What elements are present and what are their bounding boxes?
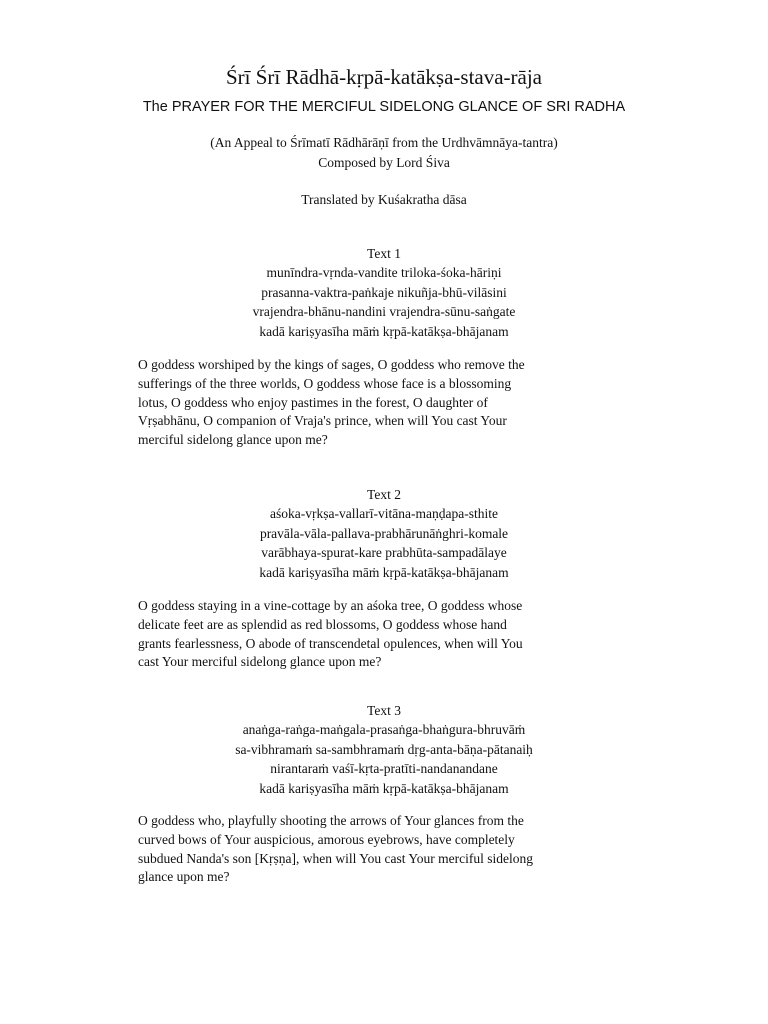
- verse-line: pravāla-vāla-pallava-prabhārunāṅghri-komale: [259, 525, 509, 541]
- composer-line: Composed by Lord Śiva: [318, 155, 450, 170]
- verse-line: anaṅga-raṅga-maṅgala-prasaṅga-bhaṅgura-bhruvāṁ: [242, 722, 526, 737]
- translation-line: grants fearlessness, O abode of transcendetal opulences, when will You: [138, 635, 523, 651]
- translation-line: O goddess worshiped by the kings of sages, O goddess who remove the: [138, 357, 525, 372]
- translation-line: delicate feet are as splendid as red blossoms, O goddess whose hand: [138, 616, 507, 632]
- appeal-line: (An Appeal to Śrīmatī Rādhārāṇī from the Urdhvāmnāya-tantra): [210, 135, 558, 150]
- text-3-heading: Text 3: [367, 703, 401, 718]
- verse-line: kadā kariṣyasīha māṁ kṛpā-katākṣa-bhājanam: [259, 564, 509, 580]
- text-2-translation: [138, 597, 638, 672]
- verse-line: nirantaraṁ vaśī-kṛta-pratīti-nandanandane: [270, 761, 498, 776]
- text-1-verse: [0, 263, 768, 341]
- translation-line: sufferings of the three worlds, O goddess whose face is a blossoming: [138, 375, 512, 391]
- translation-line: subdued Nanda's son [Kṛṣṇa], when will You cast Your merciful sidelong: [138, 850, 534, 866]
- translation-line: lotus, O goddess who enjoy pastimes in the forest, O daughter of: [138, 394, 488, 410]
- translation-line: glance upon me?: [138, 869, 230, 885]
- verse-line: aśoka-vṛkṣa-vallarī-vitāna-maṇḍapa-sthite: [270, 506, 498, 521]
- translation-line: Vṛṣabhānu, O companion of Vraja's prince, when will You cast Your: [138, 413, 507, 429]
- translation-line: merciful sidelong glance upon me?: [138, 432, 328, 448]
- verse-line: kadā kariṣyasīha māṁ kṛpā-katākṣa-bhājanam: [259, 323, 509, 339]
- text-2-heading: Text 2: [367, 487, 401, 502]
- translator-line: Translated by Kuśakratha dāsa: [301, 192, 467, 207]
- text-2-verse: [0, 504, 768, 582]
- text-1-translation: [138, 356, 638, 450]
- page-subtitle: The PRAYER FOR THE MERCIFUL SIDELONG GLANCE OF SRI RADHA: [142, 99, 626, 115]
- verse-line: sa-vibhramaṁ sa-sambhramaṁ dṛg-anta-bāṇa-pātanaiḥ: [235, 741, 533, 757]
- translation-line: O goddess staying in a vine-cottage by an aśoka tree, O goddess whose: [138, 598, 523, 613]
- text-3-translation: [138, 812, 638, 887]
- translation-line: curved bows of Your auspicious, amorous eyebrows, have completely: [138, 831, 515, 847]
- verse-line: vrajendra-bhānu-nandini vrajendra-sūnu-saṅgate: [252, 304, 516, 319]
- verse-line: varābhaya-spurat-kare prabhūta-sampadālaye: [261, 545, 507, 560]
- translation-line: O goddess who, playfully shooting the arrows of Your glances from the: [138, 813, 524, 828]
- verse-line: munīndra-vṛnda-vandite triloka-śoka-hāriṇi: [266, 265, 502, 280]
- text-3-verse: [0, 720, 768, 798]
- verse-line: kadā kariṣyasīha māṁ kṛpā-katākṣa-bhājanam: [259, 780, 509, 796]
- page-title: Śrī Śrī Rādhā-kṛpā-katākṣa-stava-rāja: [225, 65, 543, 89]
- text-1-heading: Text 1: [367, 246, 401, 261]
- translation-line: cast Your merciful sidelong glance upon me?: [138, 654, 382, 670]
- verse-line: prasanna-vaktra-paṅkaje nikuñja-bhū-vilāsini: [261, 284, 507, 300]
